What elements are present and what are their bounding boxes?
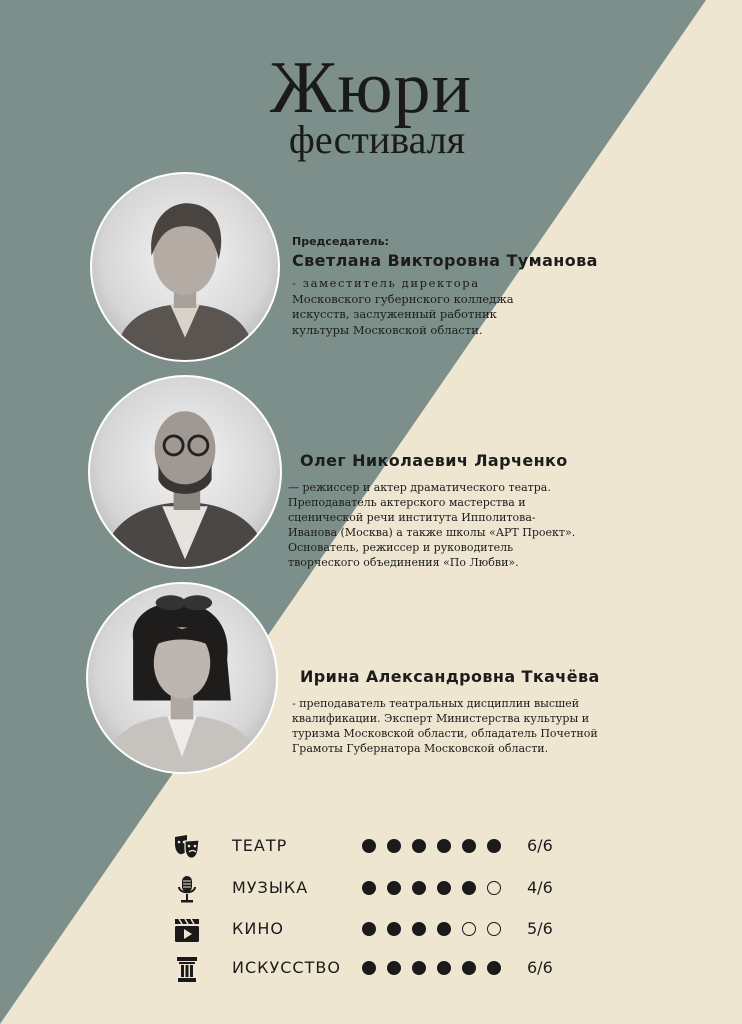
rating-dot-empty bbox=[487, 881, 501, 895]
rating-score: 4/6 bbox=[527, 878, 553, 897]
rating-row-theater bbox=[172, 832, 572, 862]
juror-photo-larchenko bbox=[88, 375, 282, 569]
rating-dot-filled bbox=[437, 839, 451, 853]
rating-row-music bbox=[172, 874, 572, 904]
rating-dot-filled bbox=[387, 881, 401, 895]
rating-dot-filled bbox=[387, 839, 401, 853]
rating-dot-filled bbox=[362, 839, 376, 853]
juror-photo-tumanova bbox=[90, 172, 280, 362]
page-subtitle: фестиваля bbox=[288, 117, 466, 162]
rating-row-cinema bbox=[172, 915, 572, 945]
juror-description: — режиссер и актер драматического театра. Преподаватель актерского мастерства и сценической речи института Ипполитова- Иванова (Москва) а также школы «АРТ Проект». Основатель, режиссер и руководитель творческого объединения «По Любви». bbox=[288, 481, 576, 569]
rating-dot-filled bbox=[462, 961, 476, 975]
juror-card-tkacheva bbox=[292, 666, 612, 756]
rating-label: ИСКУССТВО bbox=[232, 958, 341, 977]
juror-description: - преподаватель театральных дисциплин высшей квалификации. Эксперт Министерства культуры и туризма Московской области, обладатель Почетной Грамоты Губернатора Московской области. bbox=[292, 697, 598, 755]
museum-column-icon bbox=[172, 954, 202, 984]
rating-dot-filled bbox=[362, 961, 376, 975]
rating-dot-filled bbox=[387, 961, 401, 975]
rating-dot-filled bbox=[387, 922, 401, 936]
microphone-icon bbox=[172, 874, 202, 904]
rating-dot-filled bbox=[362, 881, 376, 895]
rating-dot-filled bbox=[462, 881, 476, 895]
rating-dot-filled bbox=[437, 922, 451, 936]
juror-name: Олег Николаевич Ларченко bbox=[300, 451, 568, 470]
rating-label: МУЗЫКА bbox=[232, 878, 309, 897]
rating-dot-filled bbox=[487, 961, 501, 975]
page-title: Жюри bbox=[269, 47, 473, 129]
juror-description: - заместитель директора Московского губернского колледжа искусств, заслуженный работник культуры Московской области. bbox=[292, 276, 514, 337]
rating-dot-filled bbox=[412, 961, 426, 975]
rating-label: ТЕАТР bbox=[232, 836, 288, 855]
juror-name: Ирина Александровна Ткачёва bbox=[300, 667, 600, 686]
juror-photo-tkacheva bbox=[86, 582, 278, 774]
theater-masks-icon bbox=[172, 832, 202, 862]
juror-card-tumanova bbox=[292, 234, 602, 338]
rating-row-art bbox=[172, 954, 572, 984]
rating-dot-filled bbox=[437, 961, 451, 975]
rating-label: КИНО bbox=[232, 919, 284, 938]
rating-score: 5/6 bbox=[527, 919, 553, 938]
rating-dot-filled bbox=[412, 922, 426, 936]
rating-score: 6/6 bbox=[527, 958, 553, 977]
clapperboard-icon bbox=[172, 915, 202, 945]
rating-dot-empty bbox=[487, 922, 501, 936]
rating-dot-filled bbox=[362, 922, 376, 936]
rating-score: 6/6 bbox=[527, 836, 553, 855]
rating-dot-filled bbox=[437, 881, 451, 895]
rating-dot-empty bbox=[462, 922, 476, 936]
juror-card-larchenko bbox=[288, 450, 608, 570]
juror-name: Светлана Викторовна Туманова bbox=[292, 251, 598, 270]
juror-role: Председатель: bbox=[292, 235, 389, 248]
rating-dot-filled bbox=[487, 839, 501, 853]
rating-dot-filled bbox=[412, 839, 426, 853]
rating-dot-filled bbox=[412, 881, 426, 895]
rating-dot-filled bbox=[462, 839, 476, 853]
